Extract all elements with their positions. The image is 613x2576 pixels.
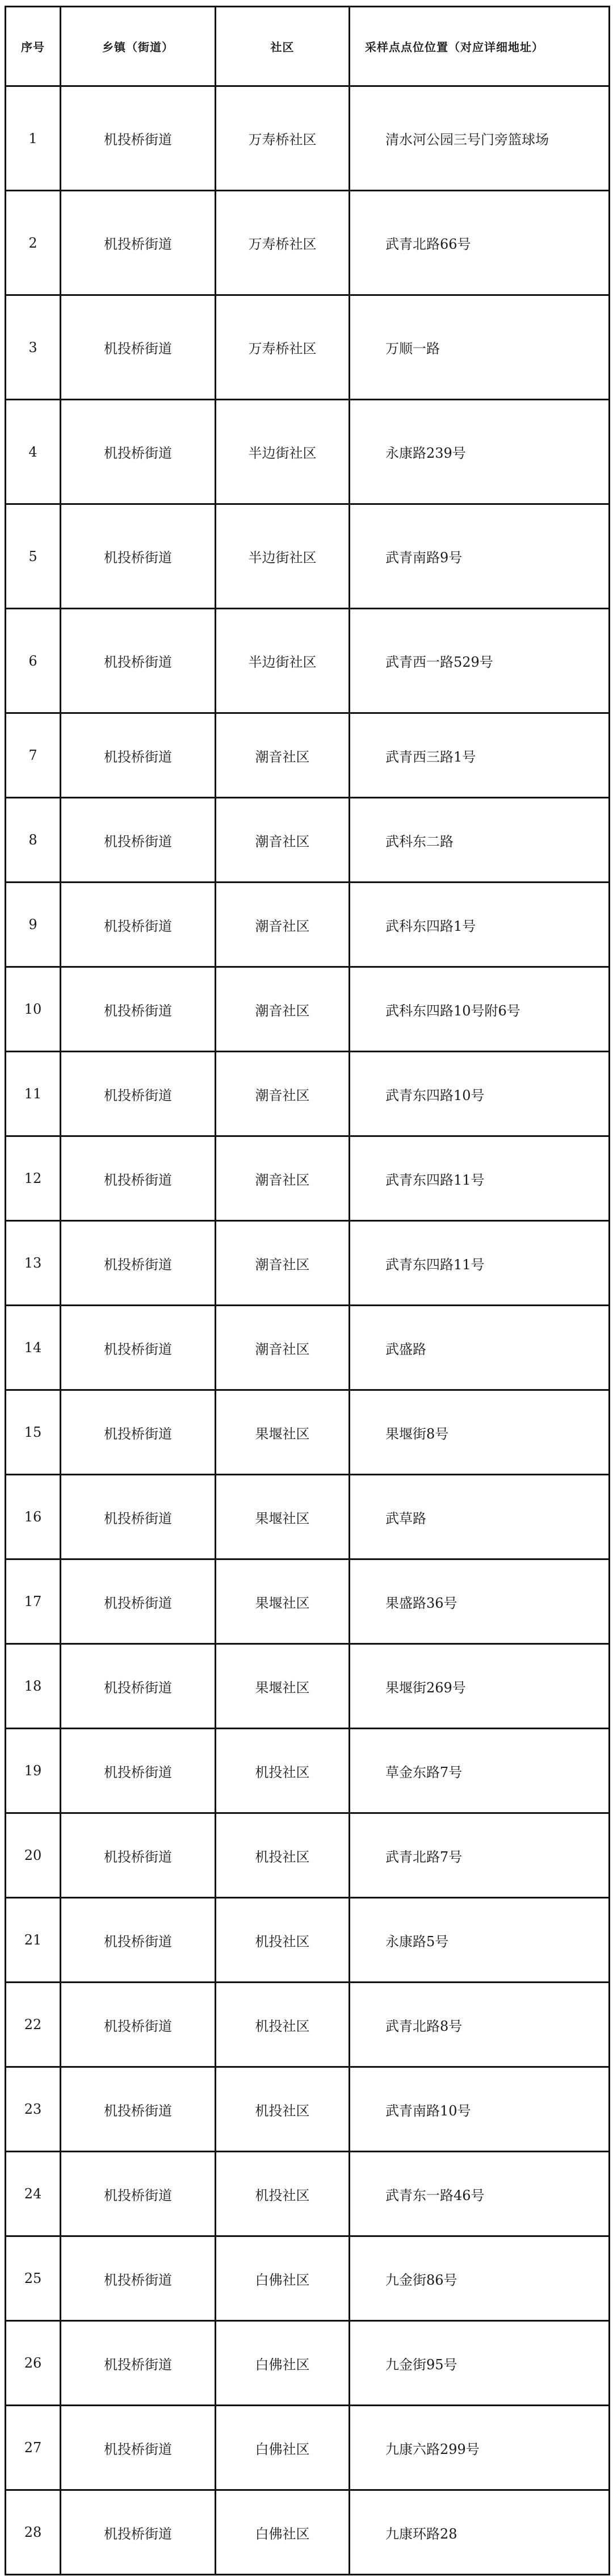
row-community: 机投社区: [216, 1813, 350, 1898]
row-serial-number: 26: [6, 2321, 61, 2406]
row-sampling-address: 草金东路7号: [350, 1729, 610, 1813]
table-body: [6, 86, 610, 2575]
row-town-street: 机投桥街道: [61, 2067, 216, 2152]
row-serial-number: 24: [6, 2152, 61, 2236]
row-community: 潮音社区: [216, 798, 350, 883]
row-community: 果堰社区: [216, 1475, 350, 1559]
row-community: 机投社区: [216, 1898, 350, 1983]
row-sampling-address: 武草路: [350, 1475, 610, 1559]
row-community: 机投社区: [216, 2152, 350, 2236]
row-town-street: 机投桥街道: [61, 1729, 216, 1813]
row-sampling-address: 果堰街269号: [350, 1644, 610, 1729]
table-row: [6, 713, 610, 798]
table-row: [6, 2406, 610, 2490]
header-community: 社区: [216, 7, 350, 86]
row-town-street: 机投桥街道: [61, 1306, 216, 1390]
row-sampling-address: 武青北路66号: [350, 191, 610, 295]
row-community: 万寿桥社区: [216, 295, 350, 400]
row-community: 半边街社区: [216, 609, 350, 713]
row-community: 万寿桥社区: [216, 86, 350, 191]
row-town-street: 机投桥街道: [61, 1813, 216, 1898]
table-row: [6, 967, 610, 1052]
row-sampling-address: 武科东二路: [350, 798, 610, 883]
table-row: [6, 2236, 610, 2321]
table-row: [6, 2321, 610, 2406]
table-row: [6, 504, 610, 609]
row-community: 潮音社区: [216, 1306, 350, 1390]
table-row: [6, 295, 610, 400]
row-serial-number: 5: [6, 504, 61, 609]
row-serial-number: 6: [6, 609, 61, 713]
row-serial-number: 25: [6, 2236, 61, 2321]
row-community: 白佛社区: [216, 2490, 350, 2575]
row-community: 果堰社区: [216, 1390, 350, 1475]
row-town-street: 机投桥街道: [61, 967, 216, 1052]
row-community: 机投社区: [216, 2067, 350, 2152]
row-sampling-address: 武青南路9号: [350, 504, 610, 609]
sampling-points-table-container: [5, 6, 608, 2575]
row-sampling-address: 武青东四路11号: [350, 1221, 610, 1306]
table-row: [6, 1729, 610, 1813]
row-community: 万寿桥社区: [216, 191, 350, 295]
row-sampling-address: 清水河公园三号门旁篮球场: [350, 86, 610, 191]
table-row: [6, 883, 610, 967]
row-community: 半边街社区: [216, 400, 350, 504]
row-community: 潮音社区: [216, 967, 350, 1052]
row-sampling-address: 永康路239号: [350, 400, 610, 504]
row-serial-number: 27: [6, 2406, 61, 2490]
row-serial-number: 16: [6, 1475, 61, 1559]
row-town-street: 机投桥街道: [61, 1559, 216, 1644]
row-town-street: 机投桥街道: [61, 86, 216, 191]
row-serial-number: 4: [6, 400, 61, 504]
row-town-street: 机投桥街道: [61, 504, 216, 609]
row-serial-number: 20: [6, 1813, 61, 1898]
table-row: [6, 1813, 610, 1898]
table-row: [6, 1221, 610, 1306]
row-town-street: 机投桥街道: [61, 609, 216, 713]
row-town-street: 机投桥街道: [61, 1136, 216, 1221]
row-serial-number: 11: [6, 1052, 61, 1136]
row-town-street: 机投桥街道: [61, 2152, 216, 2236]
row-town-street: 机投桥街道: [61, 400, 216, 504]
header-serial-number: 序号: [6, 7, 61, 86]
table-row: [6, 1052, 610, 1136]
table-row: [6, 1475, 610, 1559]
row-community: 果堰社区: [216, 1644, 350, 1729]
row-sampling-address: 果盛路36号: [350, 1559, 610, 1644]
table-row: [6, 2067, 610, 2152]
row-serial-number: 3: [6, 295, 61, 400]
row-town-street: 机投桥街道: [61, 713, 216, 798]
table-row: [6, 1898, 610, 1983]
row-community: 潮音社区: [216, 1052, 350, 1136]
row-sampling-address: 九金街95号: [350, 2321, 610, 2406]
row-community: 半边街社区: [216, 504, 350, 609]
header-sampling-address: 采样点点位位置（对应详细地址）: [350, 7, 610, 86]
row-community: 潮音社区: [216, 1136, 350, 1221]
row-community: 潮音社区: [216, 883, 350, 967]
row-community: 果堰社区: [216, 1559, 350, 1644]
table-row: [6, 1390, 610, 1475]
row-serial-number: 23: [6, 2067, 61, 2152]
row-sampling-address: 武青西一路529号: [350, 609, 610, 713]
row-community: 白佛社区: [216, 2236, 350, 2321]
row-sampling-address: 武盛路: [350, 1306, 610, 1390]
row-serial-number: 15: [6, 1390, 61, 1475]
row-serial-number: 12: [6, 1136, 61, 1221]
row-town-street: 机投桥街道: [61, 1052, 216, 1136]
header-town-street: 乡镇（街道）: [61, 7, 216, 86]
sampling-points-table: [5, 6, 610, 2575]
row-serial-number: 17: [6, 1559, 61, 1644]
table-row: [6, 191, 610, 295]
row-serial-number: 10: [6, 967, 61, 1052]
row-community: 白佛社区: [216, 2406, 350, 2490]
table-row: [6, 798, 610, 883]
row-sampling-address: 果堰街8号: [350, 1390, 610, 1475]
row-sampling-address: 九金街86号: [350, 2236, 610, 2321]
row-sampling-address: 武青南路10号: [350, 2067, 610, 2152]
row-community: 潮音社区: [216, 1221, 350, 1306]
row-community: 白佛社区: [216, 2321, 350, 2406]
row-serial-number: 2: [6, 191, 61, 295]
row-serial-number: 1: [6, 86, 61, 191]
row-town-street: 机投桥街道: [61, 2490, 216, 2575]
table-row: [6, 609, 610, 713]
row-serial-number: 13: [6, 1221, 61, 1306]
row-sampling-address: 武科东四路10号附6号: [350, 967, 610, 1052]
table-row: [6, 1136, 610, 1221]
row-sampling-address: 武青东四路11号: [350, 1136, 610, 1221]
row-town-street: 机投桥街道: [61, 883, 216, 967]
table-row: [6, 86, 610, 191]
row-sampling-address: 九康环路28: [350, 2490, 610, 2575]
row-serial-number: 14: [6, 1306, 61, 1390]
row-sampling-address: 万顺一路: [350, 295, 610, 400]
row-serial-number: 19: [6, 1729, 61, 1813]
table-header-row: [6, 7, 610, 86]
row-town-street: 机投桥街道: [61, 2406, 216, 2490]
row-sampling-address: 武科东四路1号: [350, 883, 610, 967]
row-serial-number: 9: [6, 883, 61, 967]
row-sampling-address: 武青北路8号: [350, 1983, 610, 2067]
row-sampling-address: 永康路5号: [350, 1898, 610, 1983]
table-row: [6, 1644, 610, 1729]
row-serial-number: 21: [6, 1898, 61, 1983]
table-row: [6, 400, 610, 504]
table-row: [6, 1983, 610, 2067]
row-community: 机投社区: [216, 1983, 350, 2067]
row-sampling-address: 武青东一路46号: [350, 2152, 610, 2236]
table-row: [6, 1559, 610, 1644]
row-town-street: 机投桥街道: [61, 1983, 216, 2067]
row-town-street: 机投桥街道: [61, 2321, 216, 2406]
row-sampling-address: 武青北路7号: [350, 1813, 610, 1898]
row-town-street: 机投桥街道: [61, 1390, 216, 1475]
row-town-street: 机投桥街道: [61, 295, 216, 400]
row-serial-number: 8: [6, 798, 61, 883]
row-serial-number: 18: [6, 1644, 61, 1729]
row-community: 潮音社区: [216, 713, 350, 798]
row-town-street: 机投桥街道: [61, 2236, 216, 2321]
table-row: [6, 2490, 610, 2575]
row-town-street: 机投桥街道: [61, 1644, 216, 1729]
row-sampling-address: 武青西三路1号: [350, 713, 610, 798]
row-community: 机投社区: [216, 1729, 350, 1813]
row-sampling-address: 武青东四路10号: [350, 1052, 610, 1136]
row-sampling-address: 九康六路299号: [350, 2406, 610, 2490]
row-town-street: 机投桥街道: [61, 798, 216, 883]
row-serial-number: 28: [6, 2490, 61, 2575]
row-town-street: 机投桥街道: [61, 1898, 216, 1983]
row-serial-number: 22: [6, 1983, 61, 2067]
row-serial-number: 7: [6, 713, 61, 798]
table-row: [6, 1306, 610, 1390]
table-row: [6, 2152, 610, 2236]
row-town-street: 机投桥街道: [61, 1221, 216, 1306]
row-town-street: 机投桥街道: [61, 191, 216, 295]
row-town-street: 机投桥街道: [61, 1475, 216, 1559]
